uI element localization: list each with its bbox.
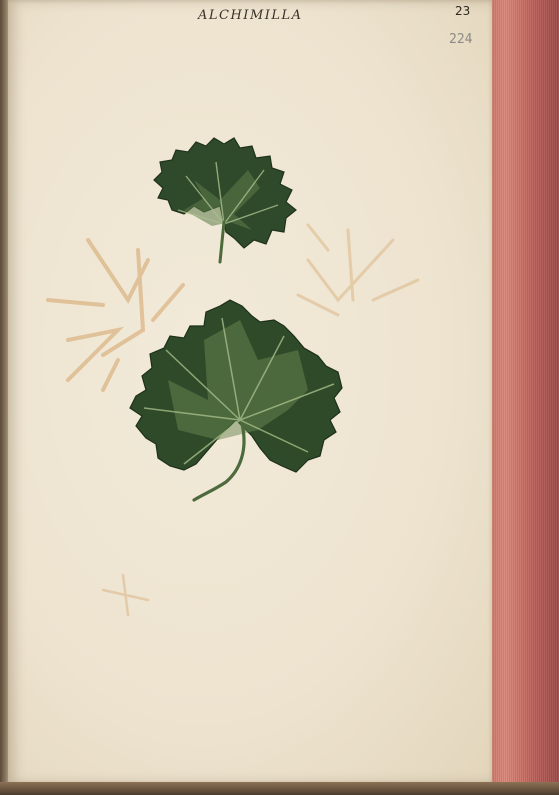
page-fore-edge	[492, 0, 559, 782]
folio-number: 23	[455, 4, 471, 18]
leaf-print-plate	[8, 0, 494, 784]
lower-leaf	[130, 300, 342, 500]
offset-stain-lower	[103, 575, 148, 615]
book-bottom-edge	[0, 782, 559, 795]
manuscript-page	[8, 0, 494, 784]
upper-leaf	[154, 138, 296, 262]
offset-stain-right	[298, 225, 418, 315]
page-title: ALCHIMILLA	[198, 8, 303, 23]
pencil-folio-number: 224	[449, 32, 473, 47]
